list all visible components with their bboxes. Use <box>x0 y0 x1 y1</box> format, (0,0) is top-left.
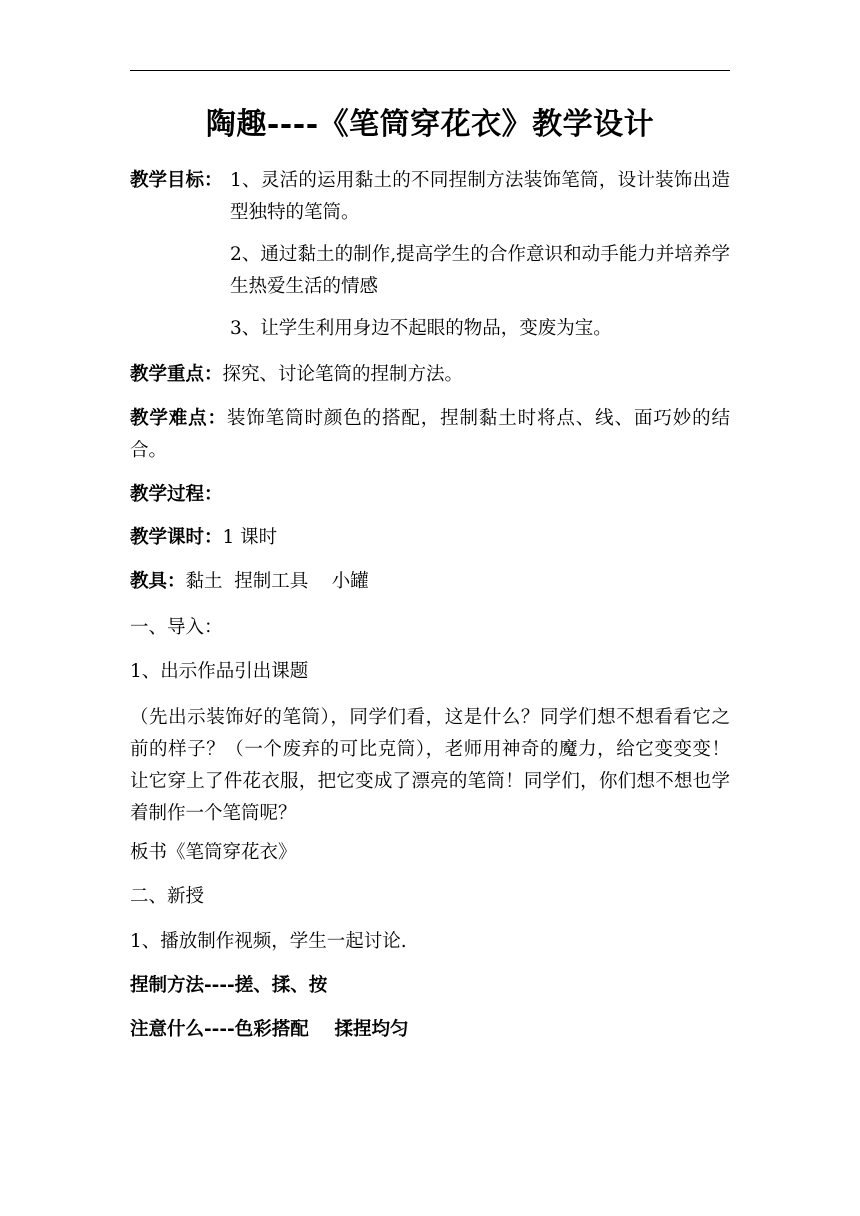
difficulty-label: 教学难点： <box>130 408 227 429</box>
class-hours-text: 1 课时 <box>222 527 278 548</box>
key-point-text: 探究、讨论笔筒的捏制方法。 <box>222 364 464 385</box>
teaching-goal-text-3: 3、让学生利用身边不起眼的物品，变废为宝。 <box>230 318 612 339</box>
class-hours-label: 教学课时： <box>130 527 223 548</box>
section-1-paragraph: （先出示装饰好的笔筒），同学们看，这是什么？同学们想不想看看它之前的样子？（一个废弃的可比克筒），老师用神奇的魔力，给它变变变！让它穿上了件花衣服，把它变成了漂亮的笔筒！同学们，你们想不想也学着制作一个笔筒呢？ <box>130 707 730 824</box>
attention-line: 注意什么----色彩搭配 揉捏均匀 <box>130 1019 409 1040</box>
section-1-subheading: 1、出示作品引出课题 <box>130 661 309 682</box>
section-2-subheading: 1、播放制作视频，学生一起讨论. <box>130 931 407 952</box>
teaching-tools <box>130 566 730 598</box>
key-point <box>130 359 730 391</box>
teaching-goal-text-2: 2、通过黏土的制作,提高学生的合作意识和动手能力并培养学生热爱生活的情感 <box>230 244 730 297</box>
teaching-goal-2 <box>130 239 730 303</box>
teaching-goal-3 <box>130 313 730 345</box>
teaching-tools-label: 教具： <box>130 571 186 592</box>
method-line: 捏制方法----搓、揉、按 <box>130 975 328 996</box>
section-2-heading: 二、新授 <box>130 886 205 907</box>
key-point-label: 教学重点： <box>130 364 223 385</box>
teaching-goal-label: 教学目标： <box>130 170 223 191</box>
section-1-heading: 一、导入： <box>130 617 223 638</box>
teaching-goal-text-1: 1、灵活的运用黏土的不同捏制方法装饰笔筒，设计装饰出造型独特的笔筒。 <box>230 170 730 223</box>
class-hours <box>130 522 730 554</box>
process-label: 教学过程： <box>130 484 223 505</box>
difficulty-text: 装饰笔筒时颜色的搭配，捏制黏土时将点、线、面巧妙的结合。 <box>130 408 730 461</box>
teaching-tools-text: 黏土 捏制工具 小罐 <box>185 571 369 592</box>
header-rule <box>130 70 730 71</box>
board-writing: 板书《笔筒穿花衣》 <box>130 842 297 863</box>
document-title: 陶趣----《笔筒穿花衣》教学设计 <box>205 107 655 142</box>
difficulty <box>130 403 730 467</box>
teaching-goal-1 <box>130 165 730 229</box>
